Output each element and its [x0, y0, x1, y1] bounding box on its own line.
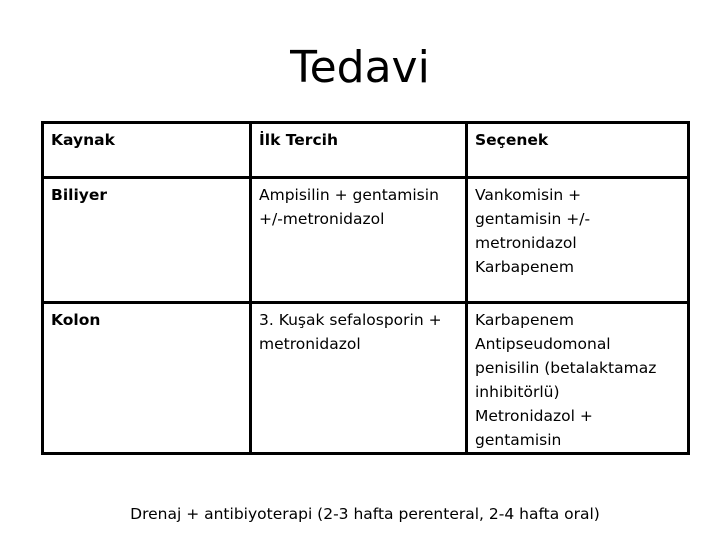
cell-first-choice	[251, 178, 467, 303]
cell-source: Kolon	[43, 303, 251, 454]
header-cell-first-choice: İlk Tercih	[251, 123, 467, 178]
header-cell-source: Kaynak	[43, 123, 251, 178]
cell-first-choice	[251, 303, 467, 454]
cell-line: metronidazol	[475, 234, 577, 252]
cell-line: gentamisin +/-	[475, 210, 591, 228]
cell-line: inhibitörlü)	[475, 383, 560, 401]
table-row	[43, 303, 689, 454]
cell-line: 3. Kuşak sefalosporin +	[259, 311, 442, 329]
cell-source: Biliyer	[43, 178, 251, 303]
footer-note: Drenaj + antibiyoterapi (2-3 hafta perenteral, 2-4 hafta oral)	[130, 505, 600, 523]
header-cell-alternative: Seçenek	[467, 123, 689, 178]
treatment-table	[41, 121, 690, 455]
table-row	[43, 178, 689, 303]
cell-alternative	[467, 303, 689, 454]
table-header-row	[43, 123, 689, 178]
cell-line: Ampisilin + gentamisin	[259, 186, 439, 204]
cell-line: Metronidazol +	[475, 407, 593, 425]
cell-line: metronidazol	[259, 335, 361, 353]
page-title: Tedavi	[290, 42, 430, 93]
cell-line: Karbapenem	[475, 258, 574, 276]
cell-line: Antipseudomonal	[475, 335, 611, 353]
cell-line: Vankomisin +	[475, 186, 582, 204]
cell-alternative	[467, 178, 689, 303]
cell-line: penisilin (betalaktamaz	[475, 359, 657, 377]
cell-line: Karbapenem	[475, 311, 574, 329]
cell-line: gentamisin	[475, 431, 562, 449]
cell-line: +/-metronidazol	[259, 210, 385, 228]
